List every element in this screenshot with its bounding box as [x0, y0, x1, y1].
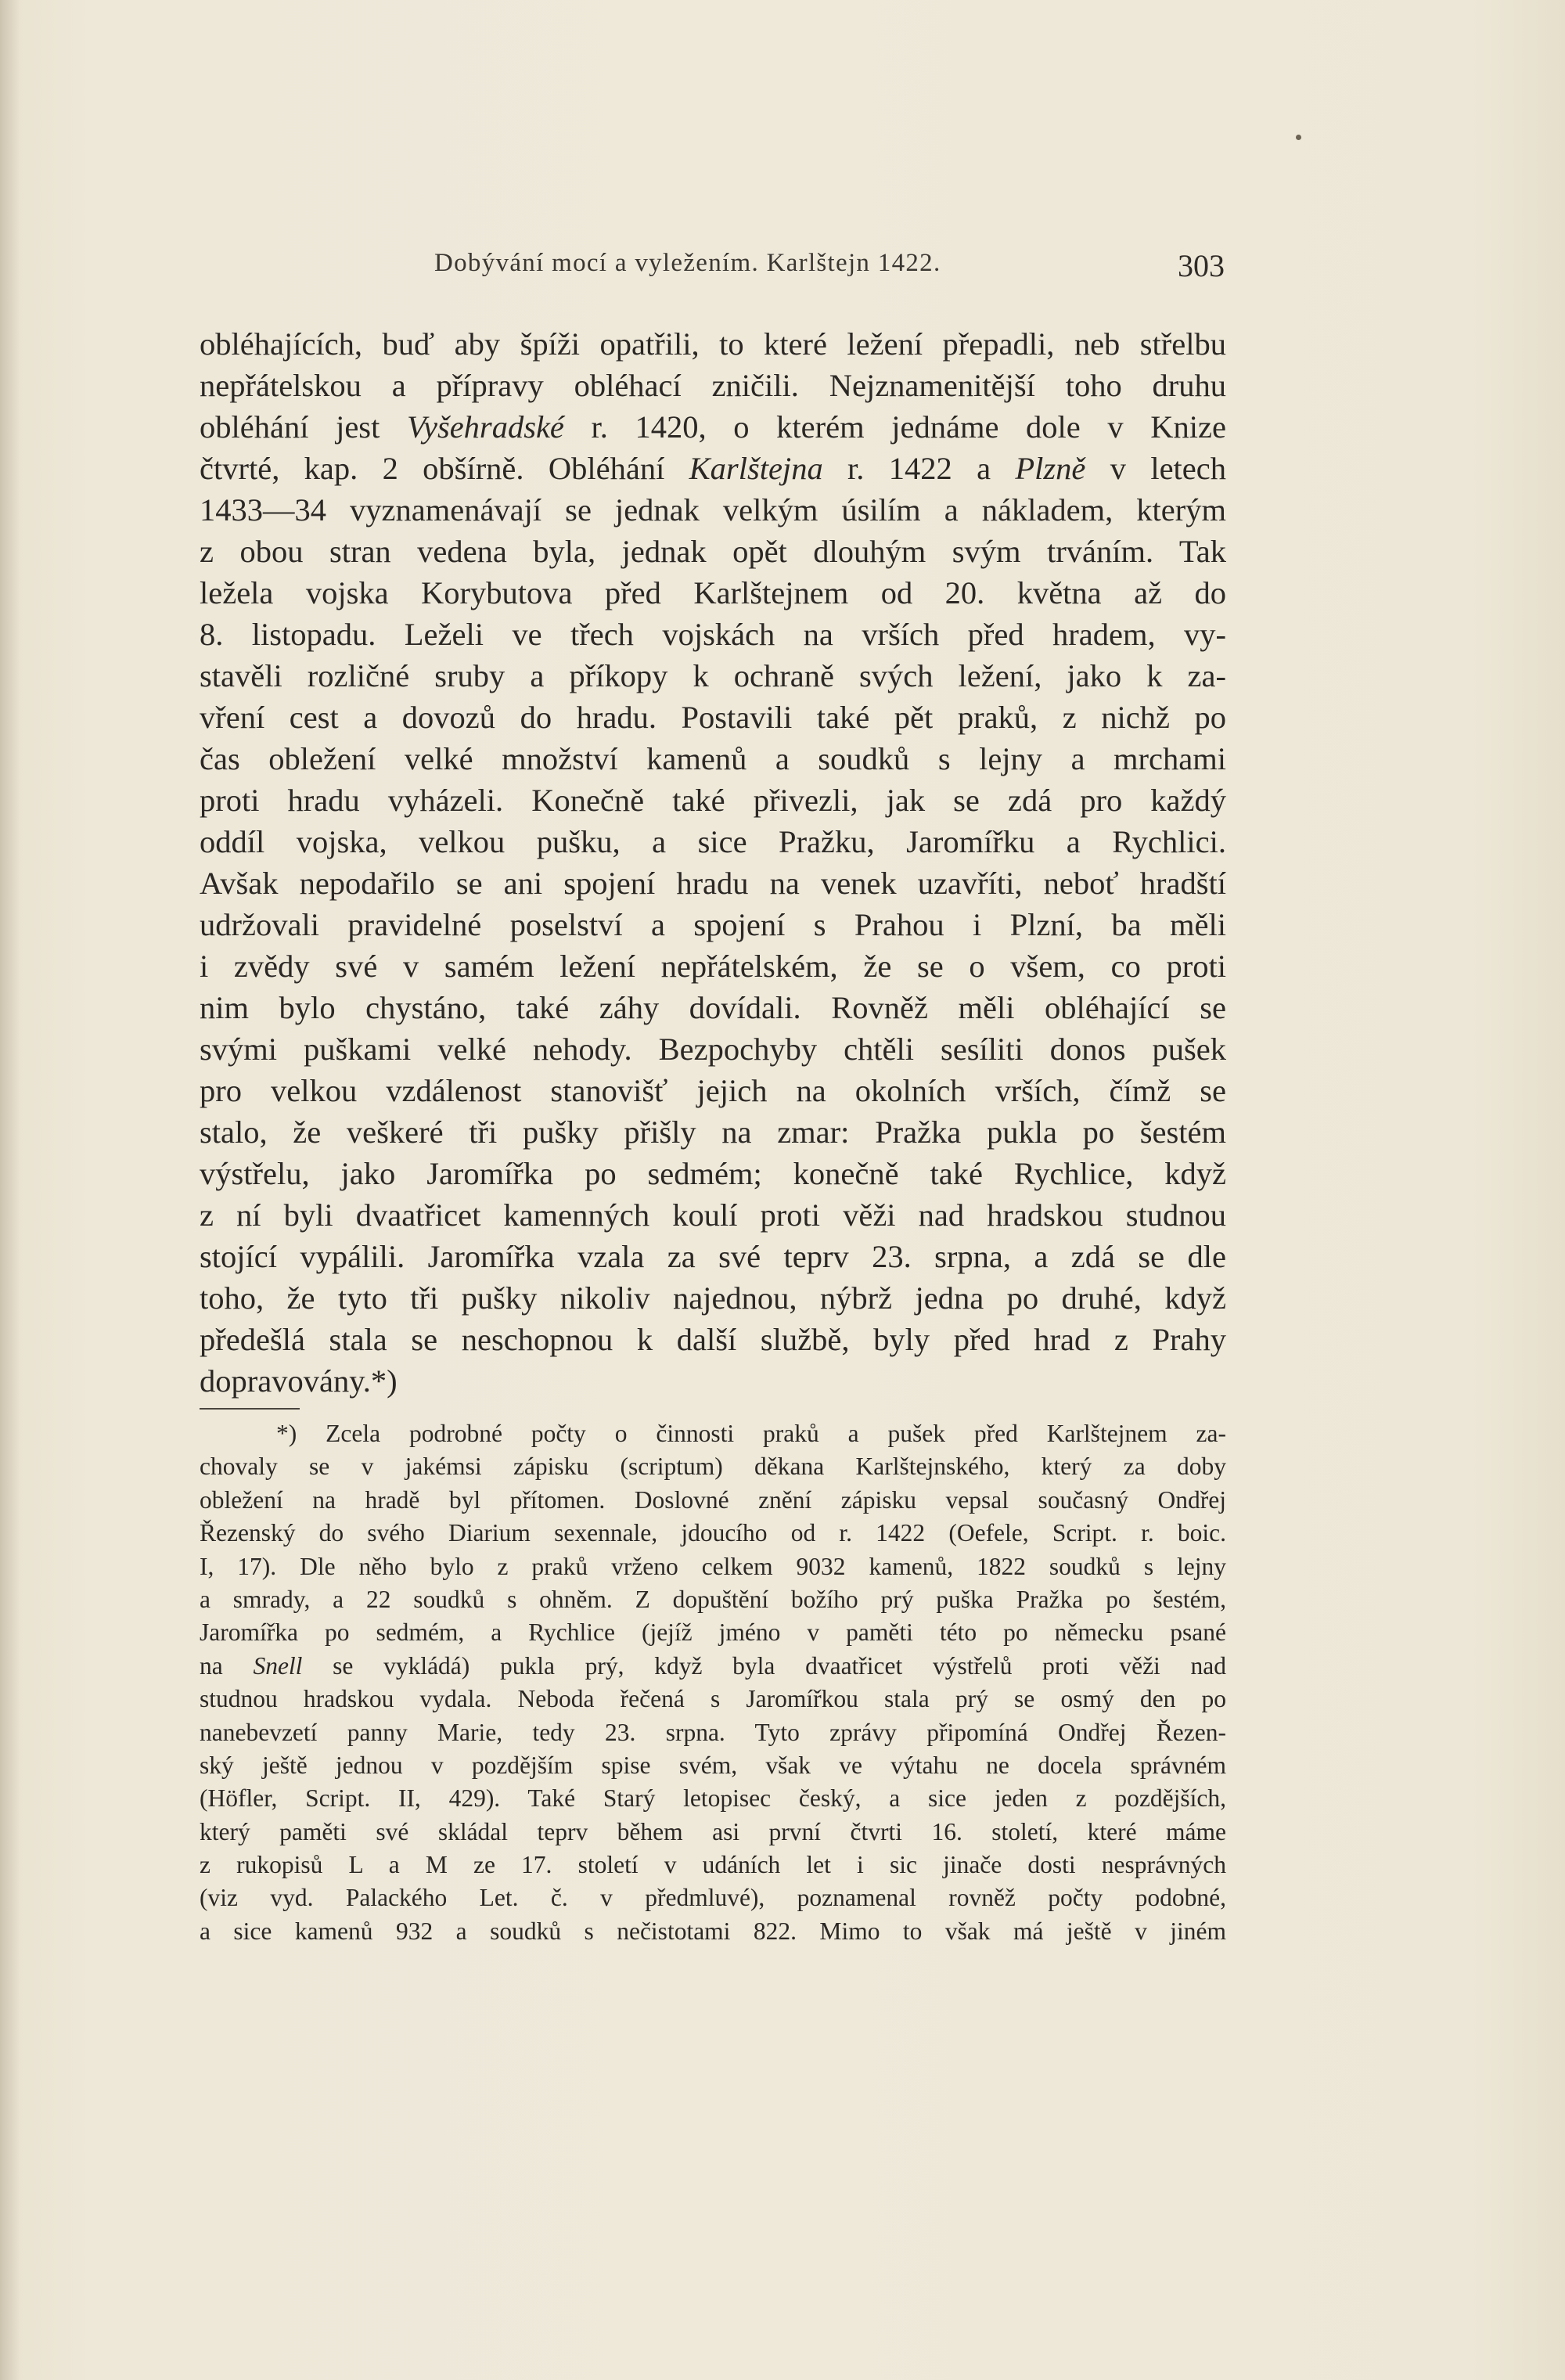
text-line: Avšak nepodařilo se ani spojení hradu na venek uzavříti, neboť hradští	[200, 866, 1226, 901]
footnote-line: (viz vyd. Palackého Let. č. v předmluvé), poznamenal rovněž počty podobné,	[200, 1884, 1226, 1912]
text-line: stalo, že veškeré tři pušky přišly na zmar: Pražka pukla po šestém	[200, 1114, 1226, 1150]
footnote-line: který paměti své skládal teprv během asi první čtvrti 16. století, které máme	[200, 1817, 1226, 1845]
text-line: toho, že tyto tři pušky nikoliv najednou, nýbrž jedna po druhé, když	[200, 1280, 1226, 1316]
text-line: ležela vojska Korybutova před Karlštejnem od 20. května až do	[200, 575, 1226, 610]
footnote-line: (Höfler, Script. II, 429). Také Starý letopisec český, a sice jeden z pozdějších,	[200, 1784, 1226, 1813]
footnote-line	[200, 1650, 1226, 1683]
text-run: čtvrté, kap. 2 obšírně. Obléhání	[200, 451, 689, 486]
text-line: stavěli rozličné sruby a příkopy k ochraně svých ležení, jako k za-	[200, 658, 1226, 693]
text-line: nepřátelskou a přípravy obléhací zničili. Nejznamenitější toho druhu	[200, 368, 1226, 403]
text-line: dopravovány.*)	[200, 1363, 398, 1399]
text-run: r. 1422 a	[822, 451, 1016, 486]
text-line: obléhajících, buď aby špíži opatřili, to které ležení přepadli, neb střelbu	[200, 326, 1226, 362]
footnote-line: I, 17). Dle něho bylo z praků vrženo celkem 9032 kamenů, 1822 soudků s lejny	[200, 1552, 1226, 1580]
italic-term: Vyšehradské	[406, 409, 564, 445]
footnote-line: z rukopisů L a M ze 17. století v udáních let i sic jinače dosti nesprávných	[200, 1851, 1226, 1879]
text-line	[200, 448, 1226, 489]
footnote-line: a sice kamenů 932 a soudků s nečistotami 822. Mimo to však má ještě v jiném	[200, 1917, 1226, 1945]
italic-term: Plzně	[1015, 451, 1086, 486]
footnote-line: Jaromířka po sedmém, a Rychlice (jejíž jméno v paměti této po německu psané	[200, 1618, 1226, 1647]
text-run: se vykládá) pukla prý, když byla dvaatřicet výstřelů proti věži nad	[302, 1651, 1226, 1680]
text-line: vření cest a dovozů do hradu. Postavili také pět praků, z nichž po	[200, 700, 1226, 735]
text-run: r. 1420, o kterém jednáme dole v Knize	[563, 409, 1226, 445]
text-line: výstřelu, jako Jaromířka po sedmém; konečně také Rychlice, když	[200, 1156, 1226, 1191]
italic-term: Karlštejna	[689, 451, 823, 486]
text-line: 8. listopadu. Leželi ve třech vojskách na vrších před hradem, vy-	[200, 617, 1226, 652]
text-line: pro velkou vzdálenost stanovišť jejich na okolních vrších, čímž se	[200, 1073, 1226, 1108]
ink-speck	[1296, 135, 1301, 140]
footnote-line: chovaly se v jakémsi zápisku (scriptum) děkana Karlštejnského, který za doby	[200, 1453, 1226, 1481]
text-line: stojící vypálili. Jaromířka vzala za své teprv 23. srpna, a zdá se dle	[200, 1239, 1226, 1274]
text-line: udržovali pravidelné poselství a spojení s Prahou i Plzní, ba měli	[200, 907, 1226, 942]
italic-term: Snell	[253, 1651, 303, 1680]
footnote-rule	[200, 1408, 300, 1410]
text-line: nim bylo chystáno, také záhy dovídali. Rovněž měli obléhající se	[200, 990, 1226, 1025]
text-run: na	[200, 1651, 254, 1680]
footnote	[200, 1417, 1226, 1948]
text-line: 1433—34 vyznamenávají se jednak velkým úsilím a nákladem, kterým	[200, 492, 1226, 527]
text-line: i zvědy své v samém ležení nepřátelském, že se o všem, co proti	[200, 949, 1226, 984]
footnote-line: Řezenský do svého Diarium sexennale, jdoucího od r. 1422 (Oefele, Script. r. boic.	[200, 1519, 1226, 1547]
text-line: čas obležení velké množství kamenů a soudků s lejny a mrchami	[200, 741, 1226, 776]
page-number: 303	[1178, 248, 1225, 283]
text-line: z ní byli dvaatřicet kamenných koulí proti věži nad hradskou studnou	[200, 1197, 1226, 1233]
footnote-line: nanebevzetí panny Marie, tedy 23. srpna. Tyto zprávy připomíná Ondřej Řezen-	[200, 1718, 1226, 1746]
main-text	[200, 323, 1226, 1402]
footnote-line: *) Zcela podrobné počty o činnosti praků a pušek před Karlštejnem za-	[276, 1420, 1226, 1447]
text-line: předešlá stala se neschopnou k další službě, byly před hrad z Prahy	[200, 1322, 1226, 1357]
text-line: z obou stran vedena byla, jednak opět dlouhým svým trváním. Tak	[200, 534, 1226, 569]
footnote-line: obležení na hradě byl přítomen. Doslovné znění zápisku vepsal současný Ondřej	[200, 1485, 1226, 1514]
text-run: obléhání jest	[200, 409, 407, 445]
spine-shadow	[0, 0, 20, 2380]
running-title: Dobývání mocí a vyležením. Karlštejn 1422.	[434, 249, 941, 277]
footnote-line: a smrady, a 22 soudků s ohněm. Z dopuštění božího prý puška Pražka po šestém,	[200, 1585, 1226, 1613]
text-line: proti hradu vyházeli. Konečně také přivezli, jak se zdá pro každý	[200, 783, 1226, 818]
text-line	[200, 406, 1226, 448]
footnote-line: ský ještě jednou v pozdějším spise svém, však ve výtahu ne docela správném	[200, 1751, 1226, 1779]
text-line: oddíl vojska, velkou pušku, a sice Pražku, Jaromířku a Rychlici.	[200, 824, 1226, 859]
text-run: v letech	[1085, 451, 1226, 486]
footnote-line: studnou hradskou vydala. Neboda řečená s Jaromířkou stala prý se osmý den po	[200, 1685, 1226, 1713]
text-line: svými puškami velké nehody. Bezpochyby chtěli sesíliti donos pušek	[200, 1032, 1226, 1067]
running-head	[200, 247, 1225, 282]
